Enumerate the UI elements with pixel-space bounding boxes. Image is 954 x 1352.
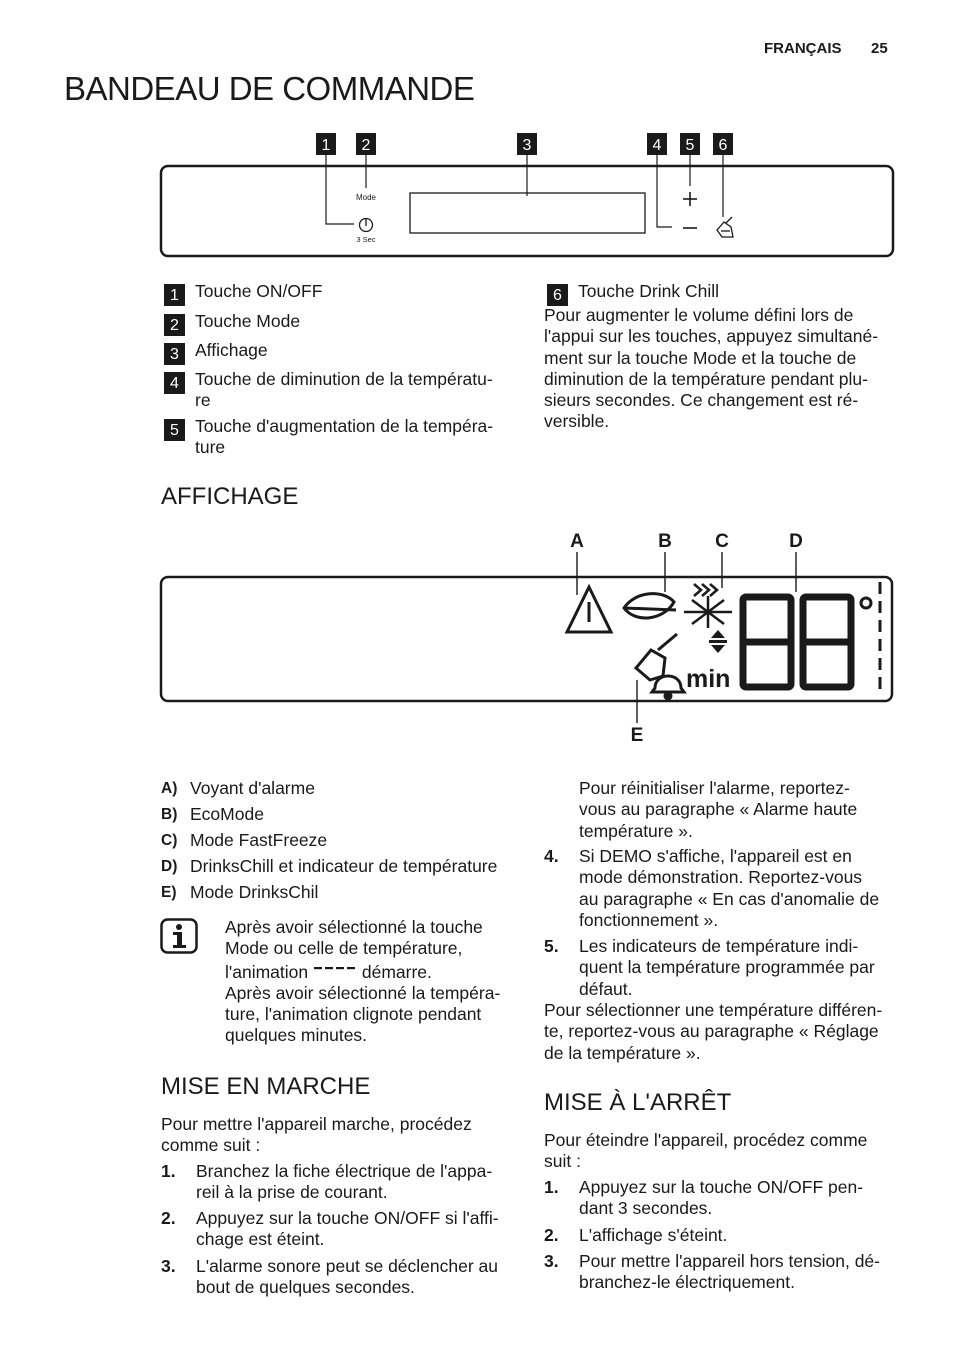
letter-a: A [570, 531, 584, 552]
info-note-line: Mode ou celle de température, [225, 938, 463, 959]
step-number: 2. [161, 1208, 176, 1228]
arrow-icon [709, 630, 727, 653]
callout-5 [680, 133, 700, 155]
drink-chill-line: versible. [544, 411, 610, 432]
callout-4 [647, 133, 667, 155]
drink-chill-line: l'appui sur les touches, appuyez simultané- [544, 326, 879, 347]
intro-line: comme suit : [161, 1135, 261, 1156]
callout-6 [713, 133, 733, 155]
continuation-line: Pour réinitialiser l'alarme, reportez- [579, 778, 850, 798]
warning-icon [567, 587, 611, 632]
step-line: L'affichage s'éteint. [579, 1225, 728, 1245]
step-line: Pour mettre l'appareil hors tension, dé- [579, 1251, 880, 1271]
info-note-line-animation [225, 962, 525, 983]
legend-badge-4: 4 [164, 372, 185, 394]
step-line: Si DEMO s'affiche, l'appareil est en [579, 846, 852, 866]
sec-label: 3 Sec [356, 235, 376, 244]
display-legend-letter: E) [161, 884, 177, 901]
step-line: bout de quelques secondes. [196, 1277, 415, 1297]
display-diagram [0, 520, 954, 760]
continuation-line: vous au paragraphe « Alarme haute [579, 799, 858, 820]
letter-c: C [715, 531, 729, 552]
intro-line: suit : [544, 1151, 581, 1172]
degree-icon [861, 598, 871, 608]
step-line: mode démonstration. Reportez-vous [579, 867, 863, 887]
display-legend-text: Mode DrinksChil [190, 882, 319, 902]
drink-chill-line: diminution de la température pendant plu- [544, 368, 868, 389]
legend-badge-2: 2 [164, 314, 185, 336]
note-line: de la température ». [544, 1042, 701, 1063]
step-number: 3. [544, 1251, 559, 1271]
plus-icon [683, 192, 697, 206]
legend-text-4a: Touche de diminution de la températu- [195, 369, 493, 389]
step-line: défaut. [579, 979, 633, 999]
step-line: chage est éteint. [196, 1229, 325, 1249]
legend-text-1: Touche ON/OFF [195, 281, 323, 301]
panel-display-window [410, 193, 645, 233]
callout-2-text: 2 [361, 137, 371, 154]
display-legend-text: EcoMode [190, 804, 264, 824]
legend-text-5b: ture [195, 437, 226, 457]
temperature-note [544, 1000, 904, 1064]
step-line: fonctionnement ». [579, 910, 719, 930]
page-title: BANDEAU DE COMMANDE [64, 70, 475, 107]
step-3-continuation [579, 778, 909, 842]
callout-1 [316, 133, 336, 155]
step-line: branchez-le électriquement. [579, 1272, 795, 1292]
callout-4-text: 4 [652, 137, 662, 154]
info-note-text: démarre. [361, 961, 432, 982]
step-number: 5. [544, 936, 559, 956]
step-number: 4. [544, 846, 559, 866]
drink-chill-paragraph [544, 305, 904, 433]
info-note [225, 917, 525, 1047]
letter-e: E [630, 725, 644, 746]
step-line: Appuyez sur la touche ON/OFF si l'affi- [196, 1208, 499, 1228]
continuation-line: température ». [579, 820, 693, 841]
display-legend-text: Mode FastFreeze [190, 830, 328, 850]
control-panel-diagram [0, 0, 954, 270]
intro-line: Pour mettre l'appareil marche, procédez [161, 1114, 472, 1134]
callout-5-text: 5 [685, 137, 695, 154]
mise-a-larret-intro [544, 1130, 904, 1173]
step-line: Les indicateurs de température indi- [579, 936, 859, 956]
mode-label: Mode [355, 193, 377, 202]
info-note-line: Après avoir sélectionné la touche [225, 917, 483, 937]
display-legend-text: Voyant d'alarme [190, 778, 315, 798]
legend-text-2: Touche Mode [195, 311, 301, 331]
step-line: dant 3 secondes. [579, 1198, 713, 1218]
callout-3 [517, 133, 537, 155]
affichage-heading: AFFICHAGE [161, 483, 299, 510]
info-note-line: Après avoir sélectionné la tempéra- [225, 982, 501, 1003]
display-legend-letter: B) [161, 806, 178, 823]
info-icon [160, 918, 198, 954]
page-number: 25 [871, 40, 888, 57]
language-label: FRANÇAIS [764, 40, 842, 57]
legend-badge-3: 3 [164, 343, 185, 365]
drink-chill-line: sieurs secondes. Ce changement est ré- [544, 390, 859, 411]
legend-text-4b: re [195, 390, 211, 410]
step-number: 2. [544, 1225, 559, 1245]
legend-text-5a: Touche d'augmentation de la tempéra- [195, 416, 494, 436]
display-legend-text: DrinksChill et indicateur de température [190, 856, 498, 876]
info-note-line: quelques minutes. [225, 1025, 368, 1046]
bottle-bell-icon [636, 634, 684, 699]
display-legend-letter: D) [161, 858, 178, 875]
legend-badge-5: 5 [164, 419, 185, 441]
power-icon [360, 219, 373, 232]
drink-chill-line: Pour augmenter le volume défini lors de [544, 305, 854, 325]
snowflake-icon [684, 584, 732, 628]
legend-text-3: Affichage [195, 340, 268, 360]
step-line: quent la température programmée par [579, 957, 875, 977]
step-number: 1. [544, 1177, 559, 1197]
callout-3-text: 3 [522, 137, 532, 154]
letter-d: D [789, 531, 803, 552]
step-line: Appuyez sur la touche ON/OFF pen- [579, 1177, 864, 1197]
callout-2 [356, 133, 376, 155]
note-line: Pour sélectionner une température différen- [544, 1000, 883, 1020]
step-line: au paragraphe « En cas d'anomalie de [579, 889, 880, 909]
intro-line: Pour éteindre l'appareil, procédez comme [544, 1130, 868, 1150]
info-note-text: l'animation [225, 961, 309, 982]
step-line: Branchez la fiche électrique de l'appa- [196, 1161, 493, 1181]
legend-badge-1: 1 [164, 284, 185, 306]
display-legend-letter: C) [161, 832, 178, 849]
bottle-icon [717, 217, 733, 237]
leaf-icon [624, 594, 676, 618]
drink-chill-line: ment sur la touche Mode et la touche de [544, 347, 857, 368]
note-line: te, reportez-vous au paragraphe « Réglage [544, 1021, 879, 1042]
legend-text-6: Touche Drink Chill [578, 281, 720, 301]
info-note-line: ture, l'animation clignote pendant [225, 1004, 482, 1025]
step-line: L'alarme sonore peut se déclencher au [196, 1256, 499, 1276]
mise-en-marche-intro [161, 1114, 521, 1157]
mise-a-larret-heading: MISE À L'ARRÊT [544, 1089, 732, 1116]
display-legend-letter: A) [161, 780, 178, 797]
step-number: 1. [161, 1161, 176, 1181]
callout-1-text: 1 [321, 137, 331, 154]
min-label: min [686, 665, 731, 693]
letter-b: B [658, 531, 672, 552]
mise-en-marche-heading: MISE EN MARCHE [161, 1073, 371, 1100]
callout-6-text: 6 [718, 137, 728, 154]
legend-badge-6: 6 [547, 284, 568, 306]
step-line: reil à la prise de courant. [196, 1182, 388, 1202]
dash-animation-icon [313, 963, 357, 975]
step-number: 3. [161, 1256, 176, 1276]
